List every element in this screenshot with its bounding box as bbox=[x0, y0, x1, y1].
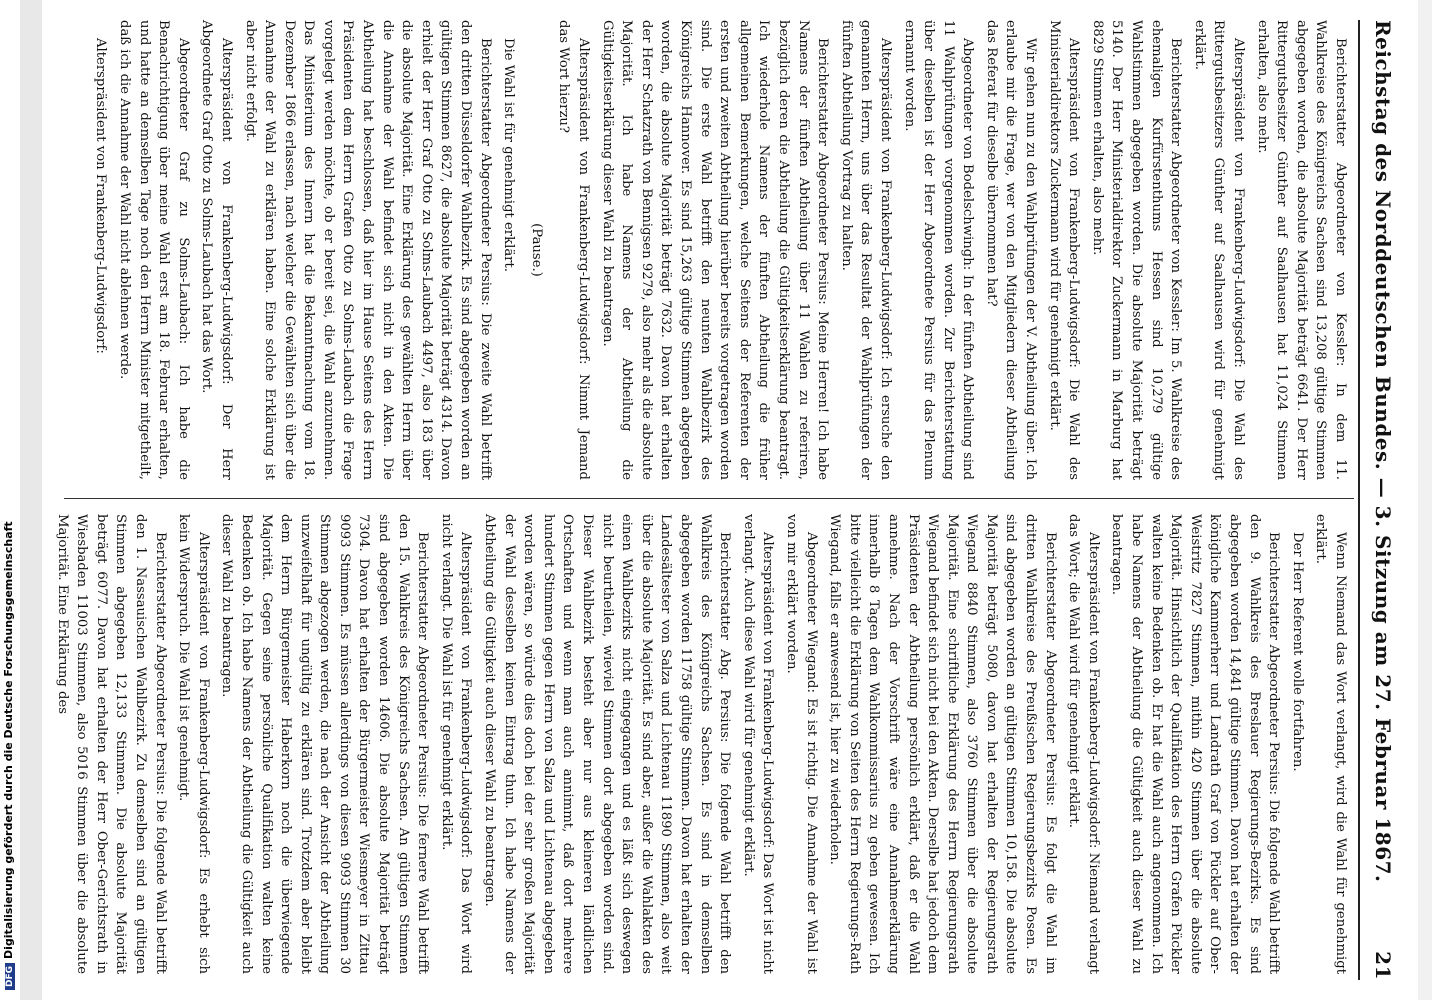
paragraph: Abgeordneter Graf zu Solms-Laubach: Ich habe die Benachrichtigung über meine Wahl erst am 18. Februar erhalten, und hatte an demselben Tage noch den Herrn Minister mitgetheilt, daß ich die Annahme der Wahl nicht ablehnen werde. bbox=[116, 20, 191, 480]
paragraph: Berichterstatter Abgeordneter Persius: Die folgende Wahl betrifft den 1. Nassauischen Wahlbezirk. Zu demselben sind an gültigen Stimmen abgegeben 12,133 Stimmen. Die absolute Majorität beträgt 6077. Davon hat erhalten der Herr Ober-Gerichtsrath in Wiesbaden 11003 Stimmen, also 5016 Stimmen über die absolute Majorität. Eine Erklärung des bbox=[54, 514, 168, 974]
paragraph: Alterspräsident von Frankenberg-Ludwigsdorf: Es erhebt sich kein Widerspruch. Die Wahl ist genehmigt. bbox=[176, 514, 211, 974]
paragraph: Alterspräsident von Frankenberg-Ludwigsdorf: Niemand verlangt das Wort; die Wahl wird für genehmigt erklärt. bbox=[1066, 514, 1101, 974]
paragraph: Alterspräsident von Frankenberg-Ludwigsdorf: bbox=[93, 38, 109, 354]
scan-footer-strip bbox=[0, 0, 20, 1000]
paragraph: Wir gehen nun zu den Wahlprüfungen der V. Abtheilung über. Ich erlaube mir die Frage, wer von den Mitgliedern dieser Abtheilung das Referat für dieselbe übernommen hat? bbox=[983, 20, 1039, 480]
paragraph: Berichterstatter Abg. Persius: Die folgende Wahl betrifft den Wahlkreis des Königreichs Sachsen. Es sind in demselben abgegeben worden 11758 gültige Stimmen. Davon hat erhalten der Landesältester von Salza und Lichtenau 11890 Stimmen, also weit über die absolute Majorität. Es sind aber, außer die Wahlakten des einen Wahlbezirks nicht eingegangen und es läßt sich deswegen nicht beurtheilen, wieviel Stimmen dort abgegeben worden sind. Dieser Wahlbezirk besteht aber nur aus kleineren ländlichen Ortschaften und wenn man auch annimmt, daß dort mehrere hundert Stimmen gegen Herrn von Salza und Lichtenau abgegeben worden wären, so würde dies doch bei der sehr großen Majorität der Wahl desselben keinen Eintrag thun. Ich habe Namens der Abtheilung die Gültigkeit auch dieser Wahl zu beantragen. bbox=[482, 514, 733, 974]
rotated-page bbox=[50, 20, 1400, 980]
right-column bbox=[54, 514, 1350, 974]
paragraph: Abgeordneter Wiegand: Es ist richtig. Die Annahme der Wahl ist von mir erklärt worden. bbox=[783, 514, 819, 974]
paragraph: Alterspräsident von Frankenberg-Ludwigsdorf: Ich ersuche den genannten Herrn, uns über das Resultat der Wahlprüfungen der fünften Abtheilung Vortrag zu halten. bbox=[838, 20, 893, 480]
paragraph: Alterspräsident von Frankenberg-Ludwigsdorf: Nimmt Jemand das Wort hierzu? bbox=[556, 20, 592, 480]
paragraph: Wenn Niemand das Wort verlangt, wird die Wahl für genehmigt erklärt. bbox=[1313, 514, 1348, 974]
paragraph: (Pause.) bbox=[528, 223, 544, 277]
paragraph: Berichterstatter Abgeordneter Persius: Meine Herren! Ich habe Namens der fünften Abtheilung über 11 Wahlen zu referiren, bezüglich deren die Abtheilung die Gültigkeitserklärung beantragt. Ich wiederhole Namens der fünften Abtheilung die früher allgemeinen Bemerkungen, welche Seitens der Referenten der ersten und zweiten Abtheilung hierüber bereits vorgetragen worden sind. Die erste Wahl betrifft den neunten Wahlbezirk des Königreichs Hannover. Es sind 15,263 gültige Stimmen abgegeben worden, die absolute Majorität beträgt 7632. Davon hat erhalten der Herr Schatzrath von Bennigsen 9279, also mehr als die absolute Majorität. Ich habe Namens der Abtheilung die Gültigkeitserklärung dieser Wahl zu beantragen. bbox=[599, 20, 831, 480]
paragraph: Alterspräsident von Frankenberg-Ludwigsdorf: Die Wahl des Ministerialdirektors Zuckermann wird für genehmigt erklärt. bbox=[1046, 20, 1082, 480]
paragraph: Berichterstatter Abgeordneter von Kessler: Im 5. Wahlkreise des ehemaligen Kurfürstenthums Hessen sind 10,279 gültige Wahlstimmen abgegeben worden. Die absolute Majorität beträgt 5140. Der Herr Ministerialdirektor Zuckermann in Marburg hat 8829 Stimmen erhalten, also mehr. bbox=[1089, 20, 1184, 480]
paragraph: Berichterstatter Abgeordneter Persius: Es folgt die Wahl im dritten Wahlkreise des Preußischen Regierungsbezirks Posen. Es sind abgegeben worden an gültigen Stimmen 10,158. Die absolute Majorität beträgt 5080, davon hat erhalten der Regierungsrath Wiegand 8840 Stimmen, also 3760 Stimmen über die absolute Majorität. Eine schriftliche Erklärung des Herrn Regierungsrath Wiegand befindet sich nicht bei den Akten. Derselbe hat jedoch dem Präsidenten der Abtheilung persönlich erklärt, daß er die Wahl annehme. Nach der Vorschrift wäre eine Annahmeerklärung innerhalb 8 Tagen dem Wahlkommissarius zu geben gewesen. Ich bitte vielleicht die Erklärung von Seiten des Herrn Regierungs-Rath Wiegand, falls er anwesend ist, hier zu wiederholen. bbox=[827, 514, 1058, 974]
paragraph: Alterspräsident von Frankenberg-Ludwigsdorf: Der Herr Abgeordnete Graf Otto zu Solms-Laubach hat das Wort. bbox=[199, 20, 234, 480]
paragraph: Alterspräsident von Frankenberg-Ludwigsdorf: Die Wahl des Rittergutsbesitzers Günther auf Saalhausen wird für genehmigt erklärt. bbox=[1191, 20, 1247, 480]
scan-footer bbox=[2, 521, 15, 990]
scan-edge-right bbox=[1418, 0, 1432, 1000]
paragraph: Die Wahl ist für genehmigt erklärt. bbox=[501, 38, 517, 272]
scan-footer-text: Digitalisierung gefördert durch die Deutsche Forschungsgemeinschaft bbox=[2, 521, 15, 959]
page-header bbox=[1366, 20, 1400, 980]
scan-edge-shadow bbox=[20, 0, 42, 1000]
paragraph: Berichterstatter Abgeordneter Persius: Die folgende Wahl betrifft den 9. Wahlkreis des Breslauer Regierungs-Bezirks. Es sind abgegeben worden 14,841 gültige Stimmen. Davon hat erhalten der königliche Kammerherr und Landrath Graf von Pückler auf Ober-Weistritz 7827 Stimmen, mithin 420 Stimmen über die absolute Majorität. Hinsichtlich der Qualifikation des Herrn Grafen Pückler walten keine Bedenken ob. Er hat die Wahl auch angenommen. Ich habe Namens der Abtheilung die Gültigkeit auch dieser Wahl zu beantragen. bbox=[1109, 514, 1282, 974]
paragraph: Berichterstatter Abgeordneter von Kessler: In dem 11. Wahlkreise des Königreichs Sachsen sind 13,208 gültige Stimmen abgegeben worden, die absolute Majorität beträgt 6641. Der Herr Rittergutsbesitzer Günther auf Saalhausen hat 11,024 Stimmen erhalten, also mehr. bbox=[1254, 20, 1348, 480]
paragraph: Abgeordneter von Bodelschwingh: In der fünften Abtheilung sind 11 Wahlprüfungen vorgenommen worden. Zur Berichterstattung über dieselben ist der Herr Abgeordnete Persius für das Plenum ernannt worden. bbox=[901, 20, 976, 480]
paragraph: Alterspräsident von Frankenberg-Ludwigsdorf: Das Wort wird nicht verlangt. Die Wahl ist für genehmigt erklärt. bbox=[438, 514, 474, 974]
page-number: 21 bbox=[1371, 951, 1395, 980]
dfg-logo: DFG bbox=[5, 963, 15, 990]
paragraph: Berichterstatter Abgeordneter Persius: Die zweite Wahl betrifft den dritten Düsseldorfer Wahlbezirk. Es sind abgegeben worden an gültigen Stimmen 8627, die absolute Majorität beträgt 4314. Davon erhielt der Herr Graf Otto zu Solms-Laubach 4497, also 183 über die absolute Majorität. Eine Erklärung des gewählten Herrn über die Annahme der Wahl befindet sich nicht in den Akten. Die Abtheilung hat beschlossen, daß hier im Hause Seitens des Herrn Präsidenten dem Herrn Grafen Otto zu Solms-Laubach die Frage vorgelegt werden möchte, ob er bereit sei, die Wahl anzunehmen. Das Ministerium des Innern hat die Bekanntmachung vom 18. Dezember 1866 erlassen, nach welcher die Gewählten sich über die Annahme der Wahl zu erklären haben. Eine solche Erklärung ist aber nicht erfolgt. bbox=[242, 20, 493, 480]
left-column bbox=[60, 20, 1350, 480]
header-rule bbox=[1358, 20, 1360, 980]
page-header-title: Reichstag des Norddeutschen Bundes. — 3. Sitzung am 27. Februar 1867. bbox=[1371, 20, 1395, 883]
paragraph: Der Herr Referent wolle fortfahren. bbox=[1289, 532, 1305, 772]
paragraph: Berichterstatter Abgeordneter Persius: Die fernere Wahl betrifft den 15. Wahlkreis des Königreichs Sachsen. An gültigen Stimmen sind abgegeben worden 14606. Die absolute Majorität beträgt 7304. Davon hat erhalten der Bürgermeister Wiesmeyer in Zittau 9093 Stimmen. Es müssen allerdings von diesen 9093 Stimmen 30 Stimmen abgezogen werden, die nach der Ansicht der Abtheilung unzweifelhaft für ungültig zu erklären sind. Trotzdem aber bleibt dem Herrn Bürgermeister Haberkorn noch die überwiegende Majorität. Gegen seine persönliche Qualifikation walten keine Bedenken ob. Ich habe Namens der Abtheilung die Gültigkeit auch dieser Wahl zu beantragen. bbox=[219, 514, 431, 974]
paragraph: Alterspräsident von Frankenberg-Ludwigsdorf: Das Wort ist nicht verlangt. Auch diese Wahl wird für genehmigt erklärt. bbox=[740, 514, 776, 974]
column-separator bbox=[64, 498, 1354, 499]
